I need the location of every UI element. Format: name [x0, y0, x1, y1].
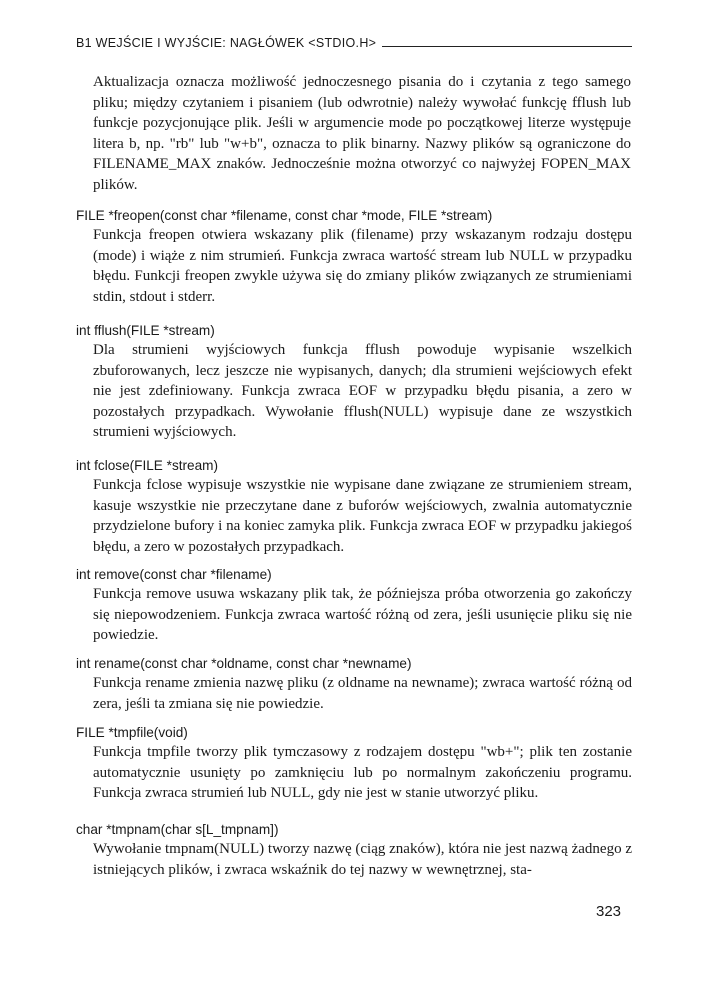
function-signature: int remove(const char *filename) [76, 567, 272, 582]
function-signature: int fflush(FILE *stream) [76, 323, 215, 338]
entry-fclose [76, 457, 632, 557]
function-signature: char *tmpnam(char s[L_tmpnam]) [76, 822, 279, 837]
function-signature: int fclose(FILE *stream) [76, 458, 219, 473]
running-header-title: B1 WEJŚCIE I WYJŚCIE: NAGŁÓWEK <STDIO.H> [76, 36, 377, 50]
entry-freopen [76, 207, 632, 307]
entry-remove [76, 566, 632, 646]
function-description: Funkcja freopen otwiera wskazany plik (filename) przy wskazanym rodzaju dostępu (mode) i wiąże z nim strumień. Funkcja zwraca wartość stream lub NULL w przypadku błędu. Funkcji freopen zwykle używa się do zmiany plików związanych ze strumieniami stdin, stdout i stderr. [93, 227, 632, 305]
intro-paragraph [93, 72, 631, 196]
function-description: Dla strumieni wyjściowych funkcja fflush powoduje wypisanie wszelkich zbuforowanych, lecz jeszcze nie wypisanych, danych; dla strumieni wejściowych efekt nie jest zdefiniowany. Funkcja zwraca EOF w przypadku błędu pisania, a zero w pozostałych przypadkach. Wywołanie fflush(NULL) wypisuje dane ze wszystkich strumieni wyjściowych. [93, 342, 632, 441]
function-description: Funkcja rename zmienia nazwę pliku (z oldname na newname); zwraca wartość różną od zera, jeśli ta zmiana się nie powiedzie. [93, 675, 632, 712]
function-description: Funkcja remove usuwa wskazany plik tak, że późniejsza próba otworzenia go zakończy się niepowodzeniem. Funkcja zwraca wartość różną od zera, jeśli usunięcie pliku się nie powiedzie. [93, 586, 632, 644]
running-header [76, 34, 632, 50]
entry-tmpnam [76, 821, 632, 880]
header-rule [382, 46, 632, 47]
entry-rename [76, 655, 632, 714]
entry-fflush [76, 322, 632, 443]
page-number: 323 [596, 903, 622, 920]
function-signature: FILE *tmpfile(void) [76, 725, 188, 740]
function-description: Wywołanie tmpnam(NULL) tworzy nazwę (ciąg znaków), która nie jest nazwą żadnego z istniejących plików, i zwraca wskaźnik do tej nazwy w wewnętrznej, sta- [93, 841, 632, 878]
entry-tmpfile [76, 724, 632, 804]
function-description: Funkcja fclose wypisuje wszystkie nie wypisane dane związane ze strumieniem stream, kasuje wszystkie nie przeczytane dane z buforów wejściowych, zwalnia automatycznie przydzielone bufory i na koniec zamyka plik. Funkcja zwraca EOF w przypadku jakiegoś błędu, a zero w pozostałych przypadkach. [93, 477, 632, 555]
intro-text: Aktualizacja oznacza możliwość jednoczesnego pisania do i czytania z tego samego pliku; między czytaniem i pisaniem (lub odwrotnie) należy wywołać funkcję fflush lub funkcje pozycjonujące plik. Jeśli w argumencie mode po początkowej literze występuje litera b, np. "rb" lub "w+b", oznacza to plik binarny. Nazwy plików są ograniczone do FILENAME_MAX znaków. Jednocześnie można otworzyć co najwyżej FOPEN_MAX plików. [93, 74, 631, 193]
function-signature: int rename(const char *oldname, const char *newname) [76, 656, 412, 671]
function-description: Funkcja tmpfile tworzy plik tymczasowy z rodzajem dostępu "wb+"; plik ten zostanie automatycznie usunięty po zamknięciu lub po normalnym zakończeniu programu. Funkcja zwraca strumień lub NULL, gdy nie jest w stanie utworzyć pliku. [93, 744, 632, 802]
function-signature: FILE *freopen(const char *filename, const char *mode, FILE *stream) [76, 208, 493, 223]
